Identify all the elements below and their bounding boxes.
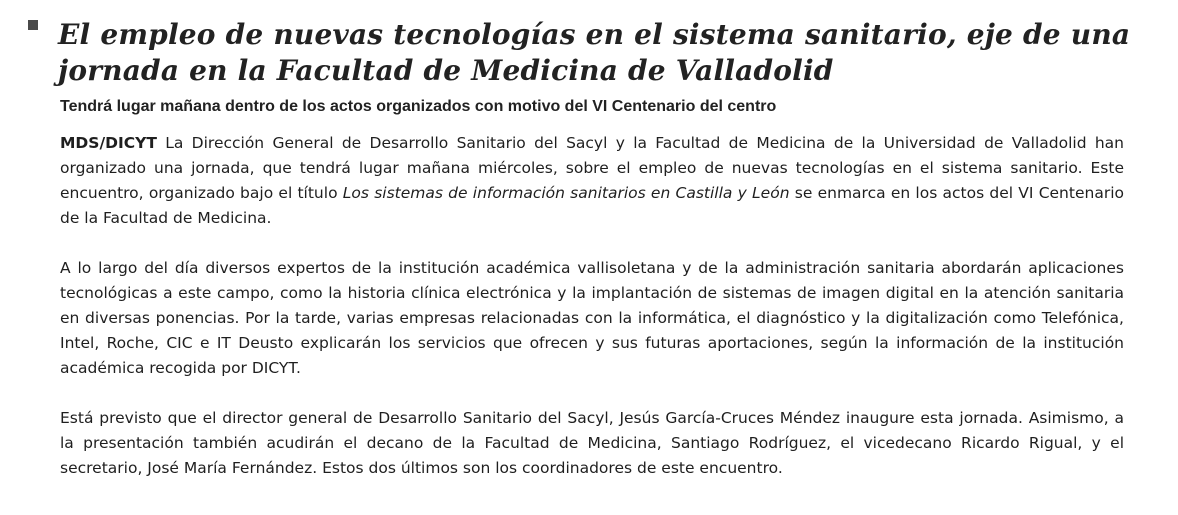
paragraph-1-text-a: La Dirección General de Desarrollo Sanitario del Sacyl y la Facultad de Medicina de la Universidad de Valladolid han organizado una jornada, que tendrá lugar mañana miércoles, sobre el empleo de nuevas tecnologías en el sistema sanitario. Este encuentro, organizado bajo el título	[60, 134, 1124, 202]
article-subtitle: Tendrá lugar mañana dentro de los actos organizados con motivo del VI Centenario del centro	[60, 98, 777, 115]
square-bullet-icon	[28, 20, 38, 30]
article-headline: El empleo de nuevas tecnologías en el sistema sanitario, eje de una jornada en la Facultad de Medicina de Valladolid	[58, 18, 1131, 87]
paragraph-1	[60, 131, 1124, 231]
paragraph-2: A lo largo del día diversos expertos de la institución académica vallisoletana y de la administración sanitaria abordarán aplicaciones tecnológicas a este campo, como la historia clínica electrónica y la implantación de sistemas de imagen digital en la atención sanitaria en diversas ponencias. Por la tarde, varias empresas relacionadas con la informática, el diagnóstico y la digitalización como Telefónica, Intel, Roche, CIC e IT Deusto explicarán los servicios que ofrecen y sus futuras aportaciones, según la información de la institución académica recogida por DICYT.	[60, 259, 1124, 377]
article-body	[60, 131, 1124, 506]
paragraph-1-text-b: se enmarca en los actos del VI Centenario de la Facultad de Medicina.	[60, 184, 1124, 227]
paragraph-3: Está previsto que el director general de Desarrollo Sanitario del Sacyl, Jesús García-Cruces Méndez inaugure esta jornada. Asimismo, a la presentación también acudirán el decano de la Facultad de Medicina, Santiago Rodríguez, el vicedecano Ricardo Rigual, y el secretario, José María Fernández. Estos dos últimos son los coordinadores de este encuentro.	[60, 409, 1124, 477]
news-source-label: MDS/DICYT	[60, 134, 157, 152]
event-title: Los sistemas de información sanitarios en Castilla y León	[342, 184, 790, 202]
